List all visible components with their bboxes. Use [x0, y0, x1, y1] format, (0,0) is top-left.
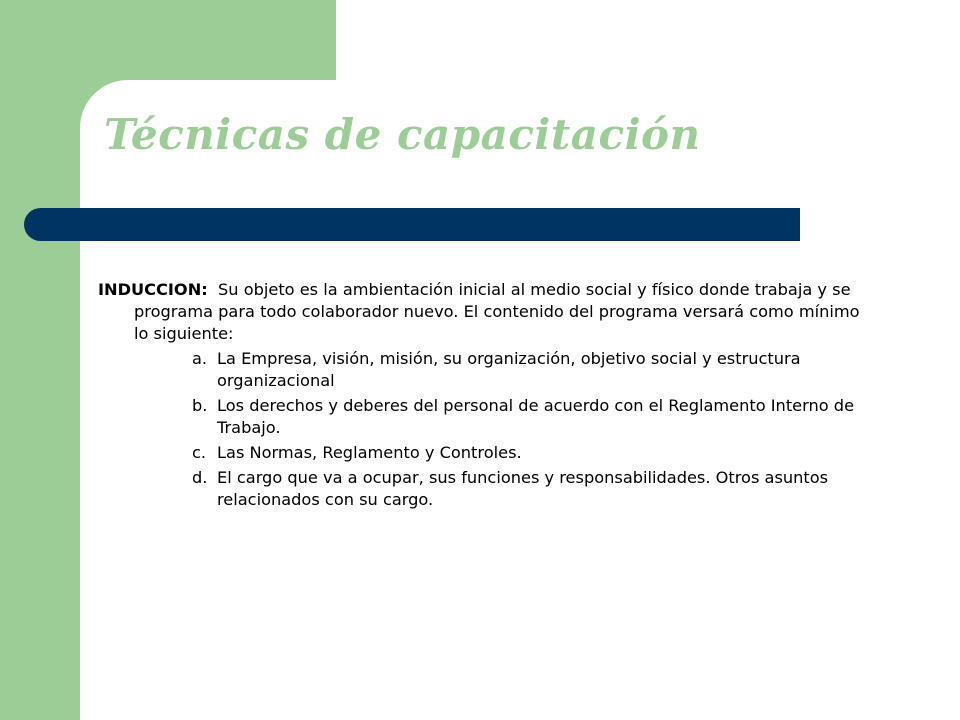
slide-body [98, 279, 868, 511]
list-item-c [192, 442, 868, 464]
list-item-letter: a. [192, 349, 208, 368]
intro-paragraph [98, 279, 868, 345]
list-item-text: Las Normas, Reglamento y Controles. [217, 443, 522, 462]
list-item-text: El cargo que va a ocupar, sus funciones y responsabilidades. Otros asuntos relacionados con su cargo. [217, 468, 829, 509]
intro-text: Su objeto es la ambientación inicial al medio social y físico donde trabaja y se programa para todo colaborador nuevo. El contenido del programa versará como mínimo lo siguiente: [134, 280, 860, 343]
title-underline-bar [24, 208, 800, 241]
list-item-letter: d. [192, 468, 208, 487]
list-item-text: La Empresa, visión, misión, su organización, objetivo social y estructura organizacional [217, 349, 801, 390]
list-item-text: Los derechos y deberes del personal de acuerdo con el Reglamento Interno de Trabajo. [217, 396, 855, 437]
list-item-letter: b. [192, 396, 208, 415]
list-item-d [192, 467, 868, 511]
list-item-a [192, 348, 868, 392]
item-list [98, 348, 868, 511]
intro-label: INDUCCION: [98, 280, 208, 299]
list-item-b [192, 395, 868, 439]
list-item-letter: c. [192, 443, 207, 462]
slide-title: Técnicas de capacitación [104, 110, 701, 159]
